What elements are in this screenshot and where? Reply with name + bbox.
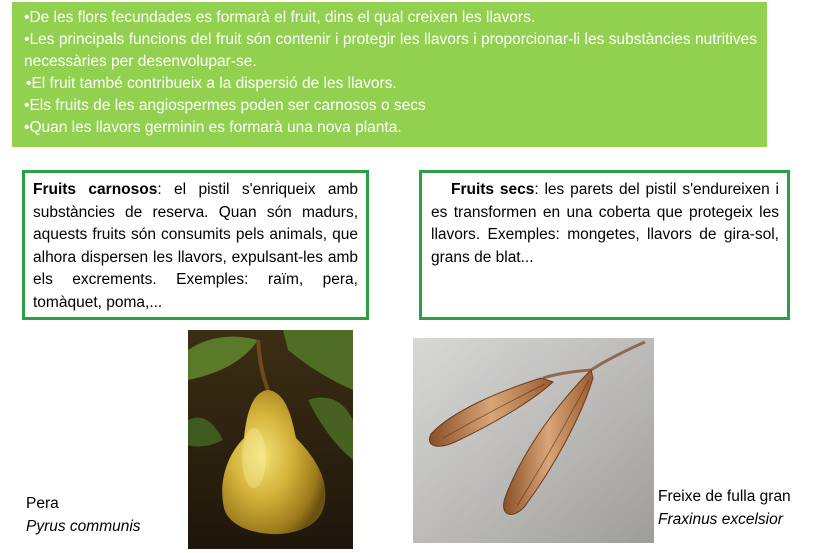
dry-fruits-text: : les parets del pistil s'endureixen i es transformen en una coberta que protegeix les llavors. Exemples: mongetes, llavors de gira-sol, grans de blat... xyxy=(431,181,779,266)
pear-photo xyxy=(188,330,353,549)
intro-bullet: • Les principals funcions del fruit són contenir i protegir les llavors i proporcionar-li les substàncies nutritives necessàries per desenvolupar-se. xyxy=(24,29,757,73)
fleshy-fruits-text: : el pistil s'enriqueix amb substàncies de reserva. Quan són madurs, aquests fruits són consumits pels animals, que alhora dispersen les llavors, expulsant-les amb els excrements. Exemples: raïm, pera, tomàquet, poma,... xyxy=(33,181,359,311)
intro-bullet: • Els fruits de les angiospermes poden ser carnosos o secs xyxy=(24,95,757,117)
ash-common-name: Freixe de fulla gran xyxy=(658,488,791,505)
fleshy-fruits-term: Fruits carnosos xyxy=(33,181,158,198)
intro-bullet: • El fruit també contribueix a la dispersió de les llavors. xyxy=(24,73,757,95)
ash-caption xyxy=(658,485,791,531)
pear-latin-name: Pyrus communis xyxy=(26,518,141,535)
intro-bullet: • Quan les llavors germinin es formarà una nova planta. xyxy=(24,117,757,139)
pear-caption xyxy=(26,492,141,538)
ash-samaras-photo xyxy=(413,338,654,543)
intro-bullet: • De les flors fecundades es formarà el fruit, dins el qual creixen les llavors. xyxy=(24,7,757,29)
pear-common-name: Pera xyxy=(26,495,59,512)
intro-box xyxy=(12,2,767,147)
dry-fruits-card xyxy=(419,170,790,320)
ash-latin-name: Fraxinus excelsior xyxy=(658,511,783,528)
dry-fruits-term: Fruits secs xyxy=(451,181,535,198)
fleshy-fruits-card xyxy=(22,170,369,320)
